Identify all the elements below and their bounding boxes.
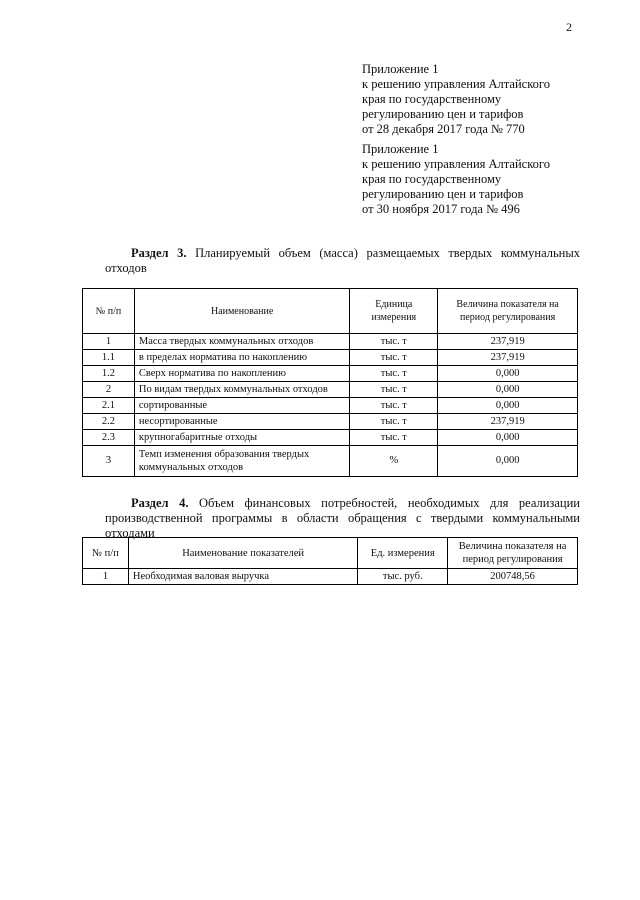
header-name: Наименование показателей: [128, 538, 357, 569]
table-row: [83, 366, 578, 382]
appendix-block-1: [362, 62, 550, 137]
appendix-line: Приложение 1: [362, 142, 439, 156]
cell-unit: %: [350, 446, 438, 477]
cell-unit: тыс. т: [350, 414, 438, 430]
cell-unit: тыс. т: [350, 350, 438, 366]
appendix-line: регулированию цен и тарифов: [362, 107, 524, 121]
cell-unit: тыс. т: [350, 398, 438, 414]
cell-unit: тыс. т: [350, 366, 438, 382]
header-num: № п/п: [83, 289, 135, 334]
table-row: [83, 446, 578, 477]
appendix-line: к решению управления Алтайского: [362, 77, 550, 91]
table-row: [83, 334, 578, 350]
table-row: [83, 569, 578, 585]
appendix-line: края по государственному: [362, 172, 502, 186]
section-3-title: Планируемый объем (масса) размещаемых твердых коммунальных отходов: [105, 246, 580, 275]
appendix-line: от 30 ноября 2017 года № 496: [362, 202, 520, 216]
cell-num: 2.3: [83, 430, 135, 446]
cell-unit: тыс. т: [350, 334, 438, 350]
cell-name: в пределах норматива по накоплению: [134, 350, 350, 366]
cell-value: 0,000: [438, 398, 578, 414]
table-row: [83, 398, 578, 414]
section-3-heading: [105, 246, 580, 276]
cell-num: 1: [83, 334, 135, 350]
cell-unit: тыс. т: [350, 382, 438, 398]
table-row: [83, 382, 578, 398]
appendix-line: к решению управления Алтайского: [362, 157, 550, 171]
cell-num: 3: [83, 446, 135, 477]
table-row: [83, 350, 578, 366]
appendix-block-2: [362, 142, 550, 217]
table-header-row: [83, 538, 578, 569]
cell-num: 1: [83, 569, 129, 585]
cell-name: По видам твердых коммунальных отходов: [134, 382, 350, 398]
appendix-line: края по государственному: [362, 92, 502, 106]
waste-volume-table: [82, 288, 578, 477]
appendix-line: регулированию цен и тарифов: [362, 187, 524, 201]
cell-value: 0,000: [438, 446, 578, 477]
cell-value: 237,919: [438, 334, 578, 350]
cell-value: 237,919: [438, 350, 578, 366]
cell-num: 2.2: [83, 414, 135, 430]
cell-name: сортированные: [134, 398, 350, 414]
cell-num: 2: [83, 382, 135, 398]
header-value: Величина показателя на период регулирования: [438, 289, 578, 334]
header-unit: Ед. измерения: [358, 538, 448, 569]
cell-value: 237,919: [438, 414, 578, 430]
cell-name: Необходимая валовая выручка: [128, 569, 357, 585]
header-name: Наименование: [134, 289, 350, 334]
cell-num: 1.2: [83, 366, 135, 382]
cell-value: 0,000: [438, 382, 578, 398]
cell-unit: тыс. руб.: [358, 569, 448, 585]
section-3-label: Раздел 3.: [131, 246, 187, 260]
cell-name: несортированные: [134, 414, 350, 430]
table-row: [83, 414, 578, 430]
cell-value: 200748,56: [448, 569, 578, 585]
cell-name: Темп изменения образования твердых коммунальных отходов: [134, 446, 350, 477]
cell-name: Масса твердых коммунальных отходов: [134, 334, 350, 350]
page-number: 2: [566, 20, 572, 34]
cell-unit: тыс. т: [350, 430, 438, 446]
header-unit: Единица измерения: [350, 289, 438, 334]
appendix-line: от 28 декабря 2017 года № 770: [362, 122, 525, 136]
cell-value: 0,000: [438, 430, 578, 446]
header-value: Величина показателя на период регулирования: [448, 538, 578, 569]
cell-value: 0,000: [438, 366, 578, 382]
financial-needs-table: [82, 537, 578, 585]
table-row: [83, 430, 578, 446]
cell-name: крупногабаритные отходы: [134, 430, 350, 446]
header-num: № п/п: [83, 538, 129, 569]
appendix-line: Приложение 1: [362, 62, 439, 76]
cell-num: 1.1: [83, 350, 135, 366]
section-4-title: Объем финансовых потребностей, необходимых для реализации производственной программы в области обращения с твердыми коммунальными отходами: [105, 496, 580, 540]
section-4-label: Раздел 4.: [131, 496, 189, 510]
section-4-heading: [105, 496, 580, 541]
cell-name: Сверх норматива по накоплению: [134, 366, 350, 382]
cell-num: 2.1: [83, 398, 135, 414]
table-header-row: [83, 289, 578, 334]
